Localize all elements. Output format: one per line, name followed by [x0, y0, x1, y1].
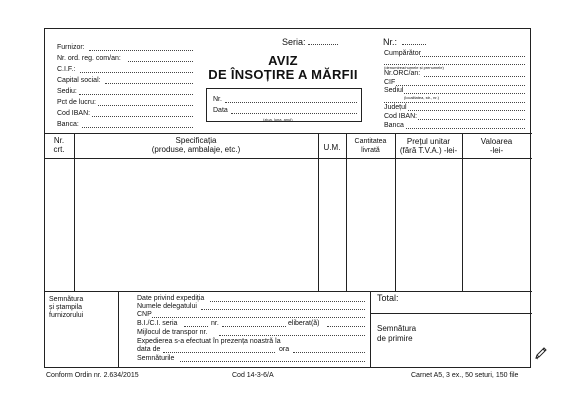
- exp-delegate-line[interactable]: [201, 303, 365, 310]
- exp-cnp-line[interactable]: [152, 311, 365, 318]
- col-header-value: [462, 137, 531, 155]
- buyer-field: Sediul: [384, 87, 404, 94]
- nrbox-date-hint: (ziua, luna, anul): [263, 117, 293, 122]
- supplier-field-line[interactable]: [128, 55, 193, 62]
- col-header-price-line1: Prețul unitar: [406, 137, 451, 146]
- exp-text: Expedierea s-a efectuat în prezența noastră la: [137, 338, 281, 345]
- total-label: Total:: [377, 293, 399, 303]
- col-header-qty: [346, 137, 395, 155]
- receipt-line-1: Semnătura: [377, 324, 417, 333]
- exp-cnp: CNP: [137, 311, 152, 318]
- exp-delegate: Numele delegatului: [137, 303, 197, 310]
- exp-date: data de: [137, 346, 161, 353]
- nrbox-data-line[interactable]: [231, 107, 357, 114]
- buyer-field: Banca: [384, 122, 404, 129]
- buyer-field-line[interactable]: [396, 79, 525, 86]
- supplier-field: Nr. ord. reg. com/an:: [57, 55, 121, 62]
- supplier-field: C.I.F.:: [57, 66, 76, 73]
- col-header-nr: [44, 136, 74, 154]
- header-bottom-line: [44, 133, 532, 134]
- col-header-spec-line2: (produse, ambalaje, etc.): [151, 145, 241, 154]
- col-header-nr-line1: Nr.: [53, 136, 65, 145]
- buyer-field-line[interactable]: [418, 113, 525, 120]
- nr-label: Nr.:: [383, 37, 398, 47]
- exp-ora-line[interactable]: [293, 346, 365, 353]
- supplier-field: Sediu:: [57, 88, 77, 95]
- supplier-signature-label: [49, 296, 83, 320]
- supplier-field-line[interactable]: [89, 44, 193, 51]
- exp-title-line[interactable]: [210, 295, 365, 302]
- supplier-field-line[interactable]: [98, 99, 193, 106]
- buyer-hint-sediu: (localitatea, str., nr.): [404, 95, 439, 100]
- exp-bi-nr: nr.: [211, 320, 219, 327]
- exp-transport-line[interactable]: [219, 329, 365, 336]
- buyer-field-line[interactable]: [404, 87, 525, 94]
- nrbox-nr-label: Nr.: [213, 96, 222, 103]
- col-header-value-line1: Valoarea: [480, 137, 513, 146]
- supplier-field-line[interactable]: [79, 88, 193, 95]
- col-header-spec-line1: Specificația: [175, 136, 217, 145]
- bottom-divider-total: [370, 291, 371, 368]
- exp-transport: Mijlocul de transpor nr.: [137, 329, 208, 336]
- exp-bi-eliberat: eliberat(ă): [288, 320, 320, 327]
- buyer-field-line[interactable]: [420, 50, 525, 57]
- footer-carnet: Carnet A5, 3 ex., 50 seturi, 150 file: [411, 372, 519, 379]
- col-header-nr-line2: crt.: [53, 145, 65, 154]
- col-header-price-line2: (fără T.V.A.) -lei-: [399, 146, 458, 155]
- exp-date-line[interactable]: [163, 346, 275, 353]
- buyer-field-line[interactable]: [406, 122, 525, 129]
- buyer-field-line[interactable]: [424, 70, 525, 77]
- col-header-price: [395, 137, 462, 155]
- supplier-field-line[interactable]: [105, 77, 193, 84]
- supplier-field-line[interactable]: [82, 121, 193, 128]
- supplier-field: Pct de lucru:: [57, 99, 96, 106]
- sig-line-2: și ștampila: [49, 304, 83, 311]
- exp-bi-seria-line[interactable]: [184, 320, 208, 327]
- supplier-field: Banca:: [57, 121, 79, 128]
- exp-ora: ora: [279, 346, 290, 353]
- exp-bi-nr-line[interactable]: [222, 320, 286, 327]
- seria-dots: [308, 38, 338, 45]
- supplier-field-line[interactable]: [92, 110, 193, 117]
- supplier-field-line[interactable]: [80, 66, 193, 73]
- buyer-field: Județul: [384, 104, 407, 111]
- exp-title: Date privind expediția: [137, 295, 205, 302]
- exp-bi: B.I./C.I. seria: [137, 320, 178, 327]
- pen-icon: [534, 346, 548, 360]
- exp-bi-eliberat-line[interactable]: [327, 320, 365, 327]
- col-header-spec: [74, 136, 318, 154]
- col-header-qty-line1: Cantitatea: [354, 138, 387, 145]
- col-header-value-line2: -lei-: [489, 146, 504, 155]
- buyer-hint-reg: (denumirea/numele și prenumele): [384, 65, 444, 70]
- total-bottom-line: [370, 313, 532, 314]
- buyer-field: Cod IBAN:: [384, 113, 418, 120]
- nrbox-data-label: Data: [213, 107, 228, 114]
- col-header-um: U.M.: [323, 143, 341, 152]
- buyer-field: Cumpărător: [384, 50, 421, 57]
- number-date-box: [206, 88, 362, 122]
- footer-order: Conform Ordin nr. 2.634/2015: [46, 372, 139, 379]
- buyer-field: Nr.ORC/an:: [384, 70, 421, 77]
- supplier-field: Capital social:: [57, 77, 101, 84]
- bottom-divider-sig: [118, 291, 119, 368]
- receipt-signature-label: [377, 324, 416, 344]
- title-line-2: DE ÎNSOȚIRE A MĂRFII: [208, 67, 358, 82]
- supplier-field: Furnizor:: [57, 44, 85, 51]
- buyer-field-line-2[interactable]: [384, 96, 525, 103]
- sig-line-3: furnizorului: [49, 312, 84, 319]
- col-header-qty-line2: livrată: [361, 147, 380, 154]
- supplier-field: Cod IBAN:: [57, 110, 91, 117]
- footer-code: Cod 14-3-6/A: [232, 372, 274, 379]
- sig-line-1: Semnătura: [49, 296, 84, 303]
- buyer-field: CIF: [384, 79, 396, 86]
- seria-label: Seria:: [282, 37, 306, 47]
- table-body[interactable]: [45, 159, 531, 290]
- exp-sign-line[interactable]: [180, 355, 365, 362]
- exp-sign: Semnăturile: [137, 355, 175, 362]
- receipt-line-2: de primire: [377, 334, 413, 343]
- title-line-1: AVIZ: [268, 53, 298, 68]
- buyer-field-line[interactable]: [408, 104, 525, 111]
- nrbox-nr-line[interactable]: [225, 96, 357, 103]
- nr-dots: [402, 38, 426, 45]
